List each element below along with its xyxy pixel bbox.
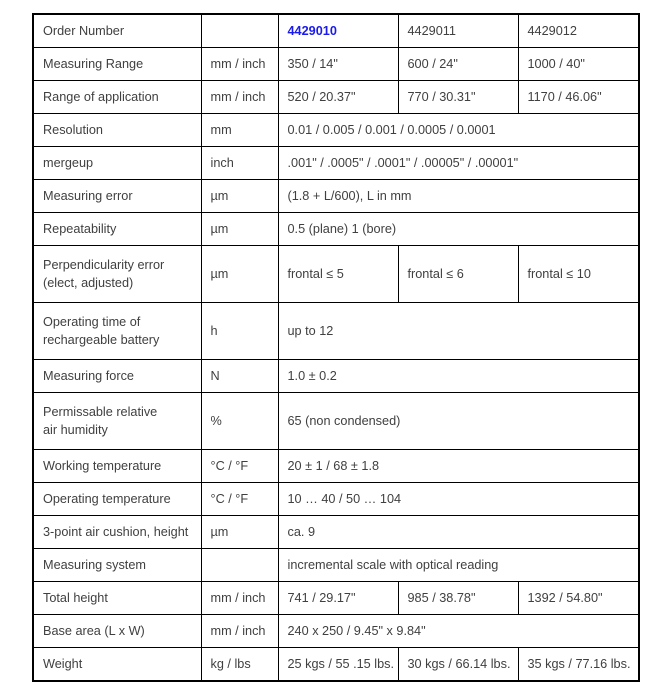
order-number-link[interactable]: 4429010 [287,23,337,38]
row-value-2: frontal ≤ 6 [398,246,518,303]
row-unit: mm / inch [201,48,278,81]
row-value-3: frontal ≤ 10 [518,246,639,303]
row-label: Measuring force [33,360,201,393]
table-row [33,450,639,483]
row-label: 3-point air cushion, height [33,516,201,549]
specification-table-body [33,14,639,681]
row-label: Measuring system [33,549,201,582]
row-label: Order Number [33,14,201,48]
row-value-1: frontal ≤ 5 [278,246,398,303]
row-unit: mm [201,114,278,147]
row-value-merged: 0.01 / 0.005 / 0.001 / 0.0005 / 0.0001 [278,114,639,147]
table-row [33,14,639,48]
table-row [33,303,639,360]
table-row [33,615,639,648]
row-unit: µm [201,246,278,303]
row-unit: kg / lbs [201,648,278,682]
table-row [33,213,639,246]
row-value-2: 30 kgs / 66.14 lbs. [398,648,518,682]
row-label: Measuring error [33,180,201,213]
specification-table [32,13,640,682]
row-value-merged: incremental scale with optical reading [278,549,639,582]
row-value-1: 741 / 29.17" [278,582,398,615]
row-value-3: 35 kgs / 77.16 lbs. [518,648,639,682]
row-label: Operating time of rechargeable battery [33,303,201,360]
row-label: Perpendicularity error (elect, adjusted) [33,246,201,303]
row-value-3: 4429012 [518,14,639,48]
row-value-merged: 0.5 (plane) 1 (bore) [278,213,639,246]
row-value-1: 25 kgs / 55 .15 lbs. [278,648,398,682]
row-unit: mm / inch [201,582,278,615]
row-label: Resolution [33,114,201,147]
table-row [33,246,639,303]
row-value-merged: 240 x 250 / 9.45" x 9.84" [278,615,639,648]
row-label: Measuring Range [33,48,201,81]
row-label: Base area (L x W) [33,615,201,648]
table-row [33,648,639,682]
table-row [33,114,639,147]
row-value-3: 1392 / 54.80" [518,582,639,615]
table-row [33,582,639,615]
row-value-merged: .001" / .0005" / .0001" / .00005" / .00001" [278,147,639,180]
row-unit [201,549,278,582]
row-unit: mm / inch [201,81,278,114]
row-value-3: 1000 / 40" [518,48,639,81]
row-unit: µm [201,213,278,246]
row-unit [201,14,278,48]
table-row [33,483,639,516]
row-value-merged: ca. 9 [278,516,639,549]
row-unit: mm / inch [201,615,278,648]
row-label: Range of application [33,81,201,114]
table-row [33,147,639,180]
row-value-1 [278,14,398,48]
row-label: Weight [33,648,201,682]
row-value-merged: up to 12 [278,303,639,360]
row-unit: µm [201,180,278,213]
table-row [33,516,639,549]
row-label: mergeup [33,147,201,180]
row-value-merged: 65 (non condensed) [278,393,639,450]
row-unit: µm [201,516,278,549]
row-unit: % [201,393,278,450]
row-unit: N [201,360,278,393]
row-value-3: 1170 / 46.06" [518,81,639,114]
row-value-merged: 1.0 ± 0.2 [278,360,639,393]
row-value-1: 520 / 20.37" [278,81,398,114]
row-label: Permissable relative air humidity [33,393,201,450]
row-value-2: 985 / 38.78" [398,582,518,615]
row-value-merged: 20 ± 1 / 68 ± 1.8 [278,450,639,483]
row-label: Total height [33,582,201,615]
row-value-2: 600 / 24" [398,48,518,81]
row-unit: h [201,303,278,360]
row-label: Repeatability [33,213,201,246]
row-value-merged: 10 … 40 / 50 … 104 [278,483,639,516]
row-label: Working temperature [33,450,201,483]
row-unit: inch [201,147,278,180]
specification-table-container [32,13,638,682]
row-label: Operating temperature [33,483,201,516]
table-row [33,48,639,81]
table-row [33,180,639,213]
table-row [33,393,639,450]
row-value-2: 770 / 30.31" [398,81,518,114]
row-value-1: 350 / 14" [278,48,398,81]
table-row [33,360,639,393]
table-row [33,81,639,114]
row-unit: °C / °F [201,483,278,516]
row-unit: °C / °F [201,450,278,483]
table-row [33,549,639,582]
row-value-merged: (1.8 + L/600), L in mm [278,180,639,213]
row-value-2: 4429011 [398,14,518,48]
